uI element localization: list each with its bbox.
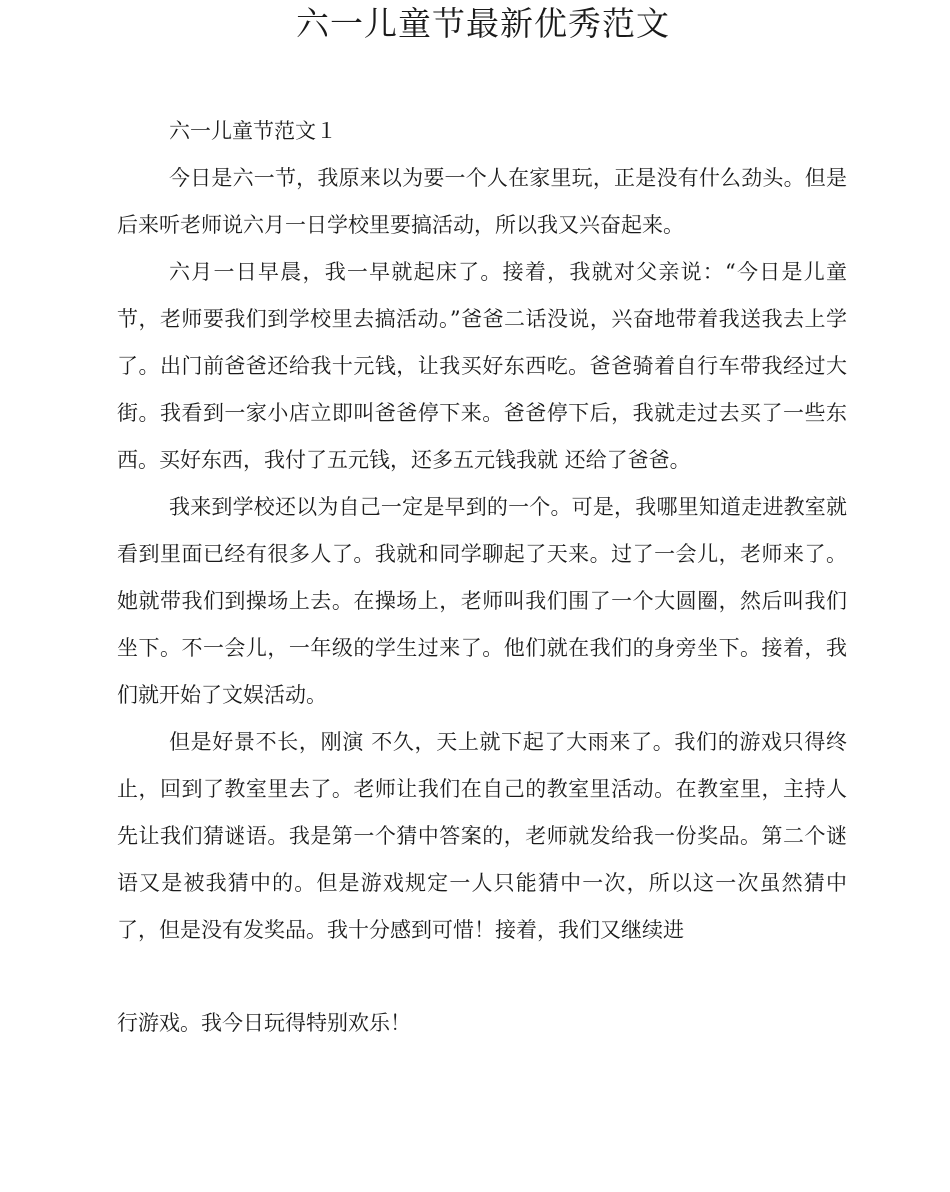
document-title: 六一儿童节最新优秀范文	[296, 4, 670, 43]
paragraph-continuation: 行游戏。我今日玩得特别欢乐！	[117, 1011, 411, 1035]
paragraph: 我来到学校还以为自己一定是早到的一个。可是，我哪里知道走进教室就看到里面已经有很多人了。我就和同学聊起了天来。过了一会儿，老师来了。她就带我们到操场上去。在操场上，老师叫我们围了一个大圆圈，然后叫我们坐下。不一会儿，一年级的学生过来了。他们就在我们的身旁坐下。接着，我们就开始了文娱活动。	[117, 495, 847, 707]
paragraph: 但是好景不长，刚演 不久，天上就下起了大雨来了。我们的游戏只得终止，回到了教室里去了。老师让我们在自己的教室里活动。在教室里，主持人先让我们猜谜语。我是第一个猜中答案的，老师就发给我一份奖品。第二个谜语又是被我猜中的。但是游戏规定一人只能猜中一次，所以这一次虽然猜中了，但是没有发奖品。我十分感到可惜！接着，我们又继续进	[117, 730, 847, 942]
paragraph: 六月一日早晨，我一早就起床了。接着，我就对父亲说：“今日是儿童节，老师要我们到学校里去搞活动。”爸爸二话没说，兴奋地带着我送我去上学了。出门前爸爸还给我十元钱，让我买好东西吃。爸爸骑着自行车带我经过大街。我看到一家小店立即叫爸爸停下来。爸爸停下后，我就走过去买了一些东西。买好东西，我付了五元钱，还多五元钱我就 还给了爸爸。	[117, 260, 847, 472]
paragraph: 今日是六一节，我原来以为要一个人在家里玩，正是没有什么劲头。但是后来听老师说六月一日学校里要搞活动，所以我又兴奋起来。	[117, 166, 847, 237]
section-heading: 六一儿童节范文１	[169, 119, 337, 143]
document-body	[117, 108, 847, 1047]
